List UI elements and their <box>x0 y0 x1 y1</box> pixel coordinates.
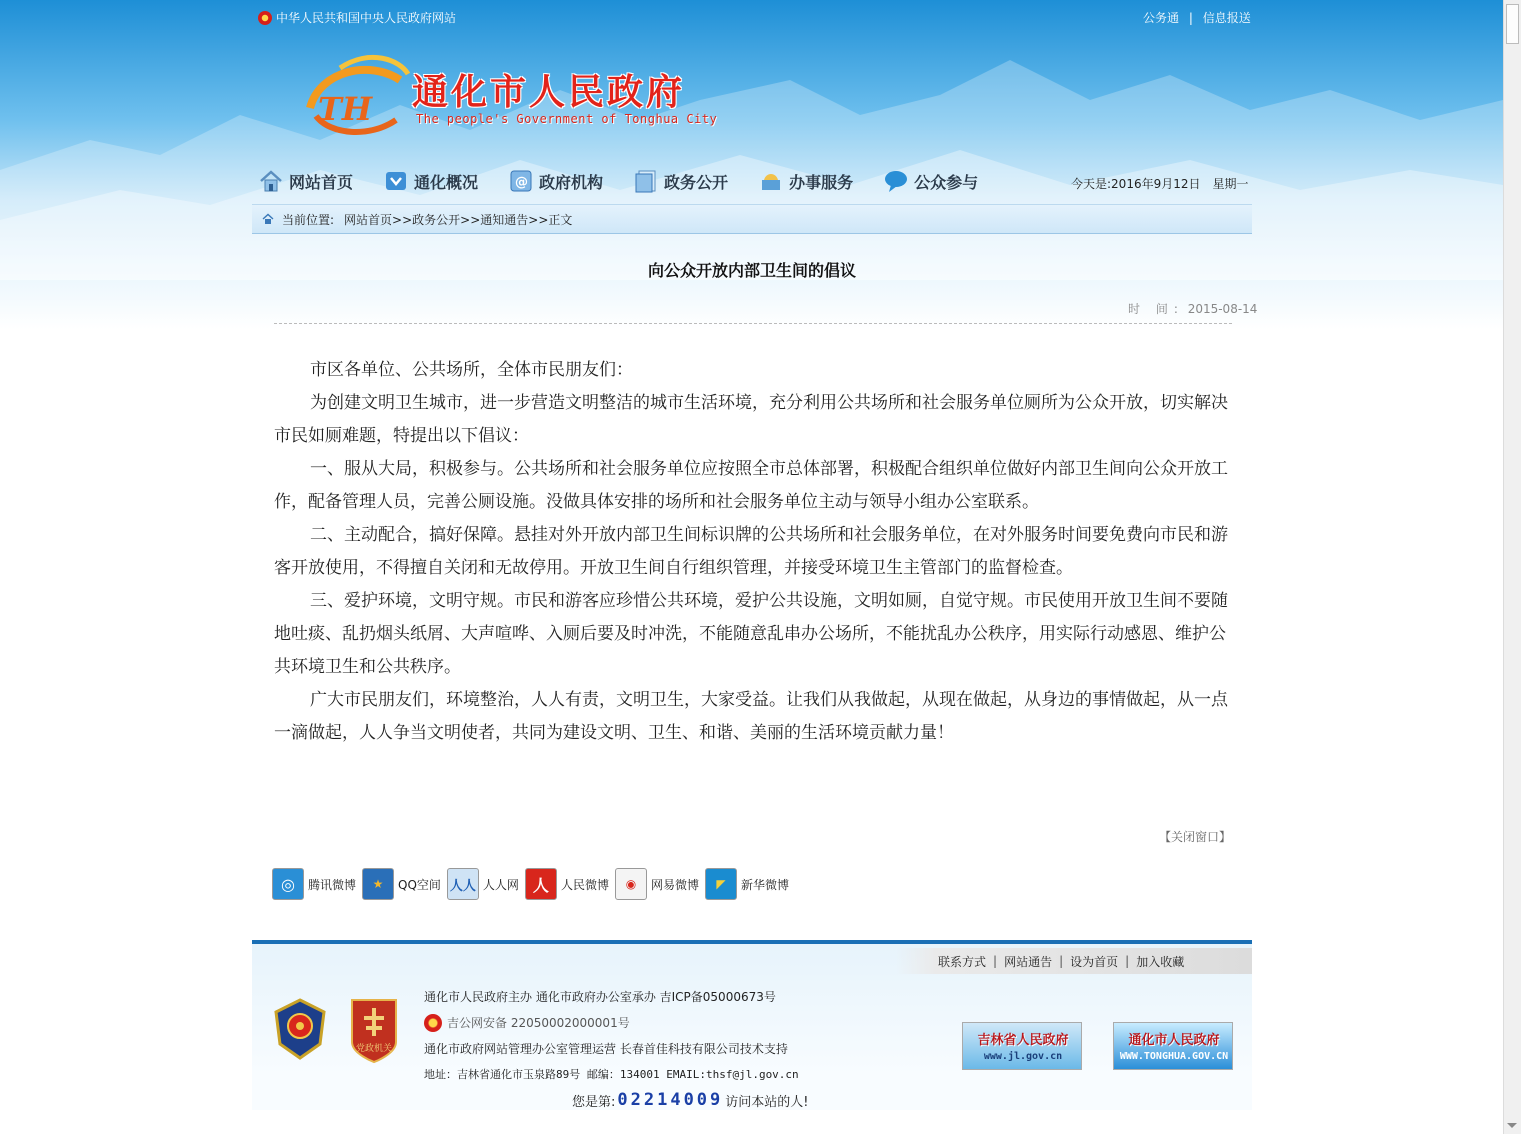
netease-weibo-icon: ◉ <box>615 868 647 900</box>
title-divider <box>274 323 1232 324</box>
party-gov-badge[interactable] <box>348 996 400 1064</box>
scroll-down-icon[interactable] <box>1507 1123 1517 1128</box>
article-paragraph: 二、主动配合，搞好保障。悬挂对外开放内部卫生间标识牌的公共场所和社会服务单位，在对外服务时间要免费向市民和游客开放使用，不得擅自关闭和无故停用。开放卫生间自行组织管理，并接受环境卫生主管部门的监督检查。 <box>274 525 1228 578</box>
share-tencent-weibo[interactable] <box>272 868 356 900</box>
nav-item-public[interactable] <box>633 164 728 198</box>
footer-top-line <box>252 940 1252 944</box>
banner-title: 通化市人民政府 <box>1128 1033 1220 1048</box>
share-xinhua-weibo[interactable] <box>705 868 789 900</box>
nav-item-label: 网站首页 <box>289 172 354 192</box>
nav-item-home[interactable] <box>258 164 353 198</box>
share-renren[interactable] <box>447 868 519 900</box>
footer-line-sponsor: 通化市人民政府主办 通化市政府办公室承办 吉ICP备05000673号 <box>424 990 776 1004</box>
org-icon <box>508 168 534 194</box>
national-emblem-icon <box>258 11 272 25</box>
party-gov-badge-text: 党政机关 <box>355 1044 393 1054</box>
counter-prefix: 您是第: <box>572 1094 616 1110</box>
banner-title: 吉林省人民政府 <box>977 1033 1069 1048</box>
footer-info <box>424 984 799 1088</box>
footer-link-bookmark[interactable]: 加入收藏 <box>1136 954 1185 969</box>
people-weibo-icon: 人 <box>525 868 557 900</box>
footer-link-set-homepage[interactable]: 设为首页 <box>1070 954 1119 969</box>
docs-icon <box>633 168 659 194</box>
share-qzone[interactable] <box>362 868 441 900</box>
renren-icon: 人人 <box>447 868 479 900</box>
tencent-weibo-icon: ◎ <box>272 868 304 900</box>
share-label: 人人网 <box>482 877 519 892</box>
banner-url: WWW.TONGHUA.GOV.CN <box>1119 1051 1229 1062</box>
nav-item-label: 办事服务 <box>789 172 854 192</box>
qzone-icon: ★ <box>362 868 394 900</box>
share-label: 腾讯微博 <box>308 877 357 892</box>
share-label: 新华微博 <box>740 877 789 892</box>
overview-icon <box>383 168 409 194</box>
police-emblem-icon <box>272 998 328 1060</box>
scroll-thumb[interactable] <box>1506 4 1519 44</box>
article-paragraph: 广大市民朋友们，环境整治，人人有责，文明卫生，大家受益。让我们从我做起，从现在做起，从身边的事情做起，从一点一滴做起，人人争当文明使者，共同为建设文明、卫生、和谐、美丽的生活环境贡献力量！ <box>274 690 1228 743</box>
today-date: 今天是:2016年9月12日 星期一 <box>1071 177 1249 191</box>
nav-item-overview[interactable] <box>383 164 478 198</box>
site-logo[interactable] <box>300 50 720 150</box>
site-footer <box>252 940 1252 1110</box>
article-time-value: 2015-08-14 <box>1187 302 1258 316</box>
article-paragraph: 一、服从大局，积极参与。公共场所和社会服务单位应按照全市总体部署，积极配合组织单位做好内部卫生间向公众开放工作，配备管理人员，完善公厕设施。没做具体安排的场所和社会服务单位主动与领导小组办公室联系。 <box>274 459 1228 512</box>
window-scrollbar[interactable] <box>1503 0 1521 1134</box>
article-paragraph: 市区各单位、公共场所，全体市民朋友们： <box>310 360 633 380</box>
share-bar <box>272 868 795 900</box>
footer-line-police-text[interactable]: 吉公网安备 22050002000001号 <box>447 1016 630 1030</box>
counter-suffix: 访问本站的人! <box>725 1094 809 1110</box>
nav-item-label: 通化概况 <box>414 172 479 192</box>
top-links <box>1143 9 1251 26</box>
article-body <box>274 354 1232 750</box>
party-gov-badge-icon <box>348 996 400 1064</box>
footer-line-operator: 通化市政府网站管理办公室管理运营 长春首佳科技有限公司技术支持 <box>424 1042 788 1056</box>
nav-item-participation[interactable] <box>883 164 978 198</box>
logo-mark-letters: TH <box>318 90 373 128</box>
nav-item-label: 政府机构 <box>539 172 604 192</box>
top-link-gongwutong[interactable]: 公务通 <box>1143 11 1180 25</box>
counter-value: 02214009 <box>617 1090 724 1110</box>
service-icon <box>758 168 784 194</box>
share-people-weibo[interactable] <box>525 868 609 900</box>
footer-links <box>896 948 1252 974</box>
xinhua-weibo-icon: ◤ <box>705 868 737 900</box>
breadcrumb-label: 当前位置: <box>282 212 335 227</box>
footer-link-notice[interactable]: 网站通告 <box>1004 954 1053 969</box>
central-gov-link[interactable] <box>258 9 456 26</box>
share-label: QQ空间 <box>398 877 441 892</box>
footer-line-address: 地址：吉林省通化市玉泉路89号 邮编：134001 EMAIL:thsf@jl.gov.cn <box>424 1068 799 1081</box>
top-bar <box>0 0 1503 34</box>
top-link-separator: | <box>1188 11 1193 25</box>
main-nav <box>258 164 1008 198</box>
banner-jilin-gov[interactable] <box>962 1022 1082 1070</box>
banner-tonghua-gov[interactable] <box>1113 1022 1233 1070</box>
article-paragraph: 为创建文明卫生城市，进一步营造文明整洁的城市生活环境，充分利用公共场所和社会服务单位厕所为公众开放，切实解决市民如厕难题，特提出以下倡议： <box>274 393 1228 446</box>
site-title: 通化市人民政府 <box>412 71 686 113</box>
article-time-label: 时 间: <box>1128 302 1184 316</box>
footer-link-separator: | <box>1059 954 1064 968</box>
nav-item-org[interactable] <box>508 164 603 198</box>
footer-link-separator: | <box>1125 954 1130 968</box>
share-label: 人民微博 <box>560 877 609 892</box>
chat-icon <box>883 168 909 194</box>
nav-item-service[interactable] <box>758 164 853 198</box>
breadcrumb <box>252 204 1252 234</box>
article-meta <box>1128 300 1257 317</box>
footer-link-contact[interactable]: 联系方式 <box>938 954 987 969</box>
close-window-link[interactable]: 【关闭窗口】 <box>1159 830 1232 844</box>
central-gov-link-label[interactable]: 中华人民共和国中央人民政府网站 <box>276 11 457 25</box>
visitor-counter <box>572 1090 809 1110</box>
share-netease-weibo[interactable] <box>615 868 699 900</box>
mountain-background <box>0 20 1503 280</box>
logo-mark-icon <box>300 50 410 140</box>
site-subtitle: The people's Government of Tonghua City <box>416 112 718 126</box>
top-link-info-report[interactable]: 信息报送 <box>1202 11 1251 25</box>
nav-item-label: 公众参与 <box>914 172 979 192</box>
article-title: 向公众开放内部卫生间的倡议 <box>647 261 856 280</box>
share-label: 网易微博 <box>650 877 699 892</box>
nav-item-label: 政务公开 <box>664 172 729 192</box>
breadcrumb-path[interactable]: 网站首页>>政务公开>>通知通告>>正文 <box>344 212 573 227</box>
banner-url: www.jl.gov.cn <box>983 1051 1063 1062</box>
footer-line-police[interactable] <box>424 1010 799 1036</box>
home-icon <box>258 168 284 194</box>
police-badge-icon <box>424 1014 442 1032</box>
article-paragraph: 三、爱护环境，文明守规。市民和游客应珍惜公共环境，爱护公共设施，文明如厕，自觉守规。市民使用开放卫生间不要随地吐痰、乱扔烟头纸屑、大声喧哗、入厕后要及时冲洗，不能随意乱串办公场所，不能扰乱办公秩序，用实际行动感恩、维护公共环境卫生和公共秩序。 <box>274 591 1228 677</box>
breadcrumb-home-icon <box>262 213 274 225</box>
footer-link-separator: | <box>993 954 998 968</box>
svg-text:@: @ <box>515 175 529 190</box>
